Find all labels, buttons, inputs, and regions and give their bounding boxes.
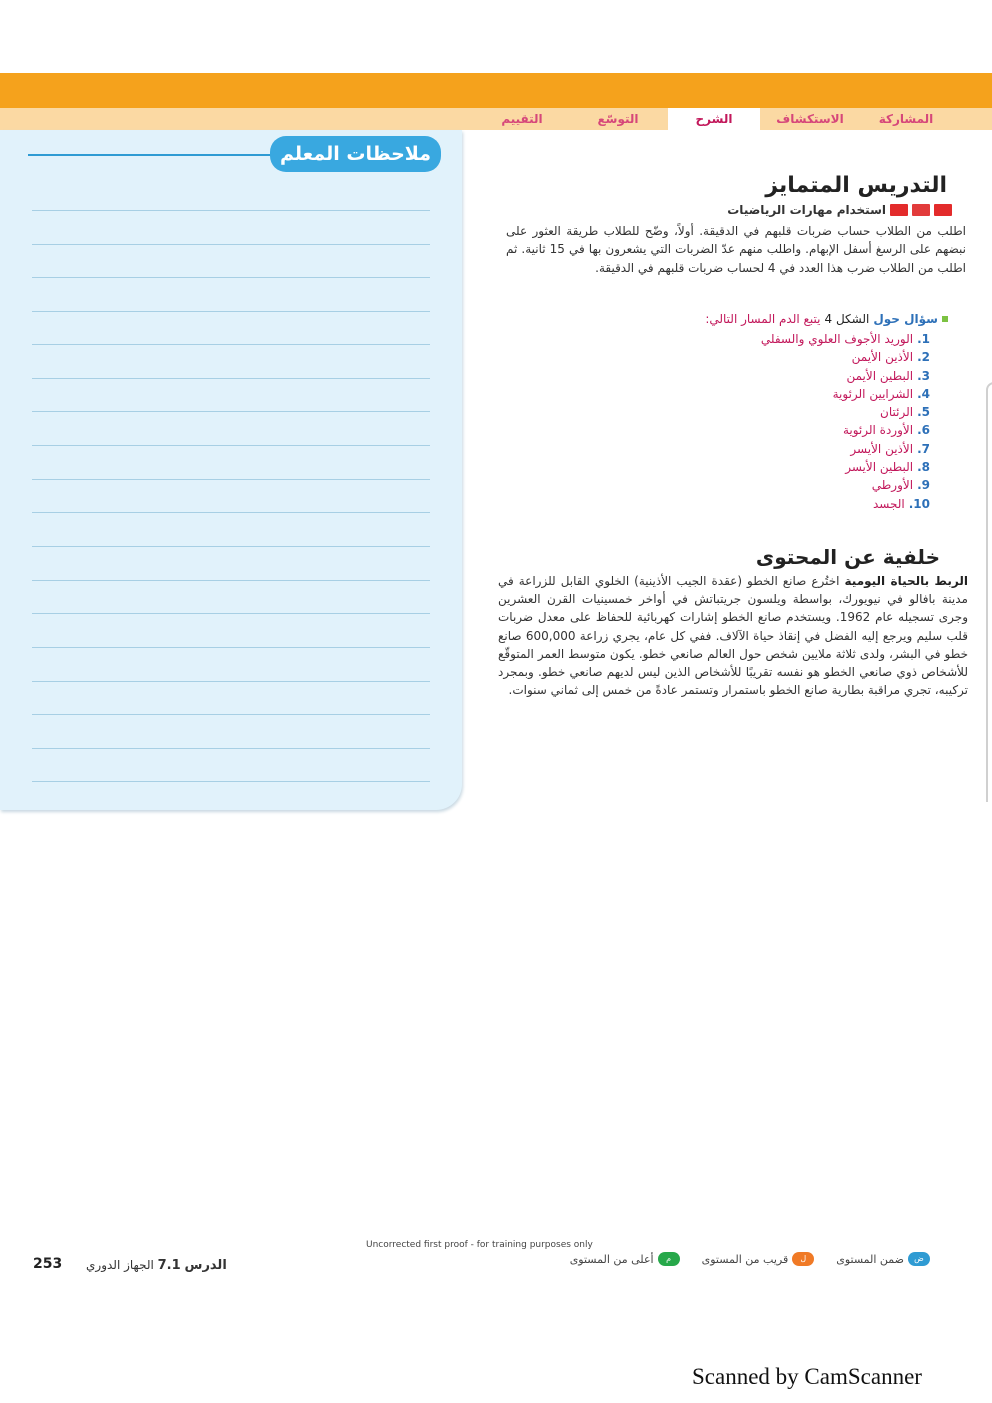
page-number: 253 [33, 1256, 63, 1272]
note-line [32, 546, 430, 547]
list-item: 10.الجسد [872, 496, 930, 511]
note-line [32, 647, 430, 648]
tab-explain[interactable]: الشرح [668, 108, 760, 132]
tab-engage[interactable]: المشاركة [878, 112, 934, 126]
note-line [32, 681, 430, 682]
header-band [0, 73, 992, 108]
level-badge-on [934, 204, 952, 216]
level-beyond-badge: م [658, 1252, 680, 1266]
level-on: ض ضمن المستوى [836, 1252, 930, 1266]
note-line [32, 344, 430, 345]
note-line [32, 781, 430, 782]
notes-title-rule [28, 154, 278, 156]
level-beyond: م أعلى من المستوى [570, 1252, 680, 1266]
tab-evaluate[interactable]: التقييم [501, 112, 543, 126]
teacher-notes-title: ملاحظات المعلم [270, 136, 441, 172]
note-line [32, 210, 430, 211]
content-background-title: خلفية عن المحتوى [755, 545, 940, 569]
lesson-label: الدرس [184, 1258, 227, 1273]
note-line [32, 311, 430, 312]
differentiated-subtitle: استخدام مهارات الرياضيات [727, 203, 886, 217]
real-world-link-label: الربط بالحياة اليومية [844, 574, 968, 588]
list-item: 8.البطين الأيسر [845, 460, 930, 475]
list-item: 2.الأذين الأيمن [851, 350, 930, 365]
list-item: 5.الرئتان [880, 405, 930, 420]
question-text: يتبع الدم المسار التالي: [705, 312, 821, 326]
lesson-number: 7.1 [157, 1258, 181, 1273]
list-item: 9.الأورطي [871, 478, 930, 493]
blood-path-list [761, 330, 930, 513]
level-badge-al [912, 204, 930, 216]
lesson-title: الجهاز الدوري [86, 1258, 154, 1272]
figure-question-heading [705, 312, 948, 326]
differentiated-title: التدريس المتمايز [765, 173, 947, 198]
proof-notice: Uncorrected first proof - for training purposes only [366, 1240, 593, 1250]
tab-explore[interactable]: الاستكشاف [776, 112, 844, 126]
note-line [32, 244, 430, 245]
level-legend [530, 1252, 930, 1266]
teacher-notes-panel [0, 130, 462, 810]
note-line [32, 411, 430, 412]
page-edge [986, 382, 992, 802]
note-line [32, 748, 430, 749]
note-line [32, 479, 430, 480]
lesson-tabs [462, 108, 992, 132]
scanner-watermark: Scanned by CamScanner [692, 1364, 922, 1389]
question-label: سؤال حول [873, 312, 938, 326]
tab-elaborate[interactable]: التوسّع [597, 112, 639, 126]
level-approaching-badge: ل [792, 1252, 814, 1266]
level-approaching: ل قريب من المستوى [702, 1252, 815, 1266]
differentiated-text: اطلب من الطلاب حساب ضربات قلبهم في الدقيقة. أولاً، وضّح للطلاب طريقة العثور على نبضهم على الرسغ أسفل الإبهام. واطلب منهم عدّ الضربات التي يشعرون بها في 15 ثانية. ثم اطلب من الطلاب ضرب هذا العدد في 4 لحساب ضربات قلبهم في الدقيقة. [506, 224, 966, 275]
note-line [32, 580, 430, 581]
list-item: 3.البطين الأيمن [846, 368, 930, 383]
footer-lesson [86, 1258, 227, 1273]
note-line [32, 445, 430, 446]
question-figure: الشكل 4 [824, 312, 870, 326]
list-item: 4.الشرايين الرئوية [832, 386, 930, 401]
list-item: 7.الأذين الأيسر [850, 441, 930, 456]
list-item: 1.الوريد الأجوف العلوي والسفلي [760, 332, 930, 346]
level-on-badge: ض [908, 1252, 930, 1266]
content-background-text: الربط بالحياة اليومية اختُرع صانع الخطو (عقدة الجيب الأذينية) الخلوي القابل للزراعة في مدينة بافالو في نيويورك، بواسطة ويلسون جريتباتش في أواخر خمسينيات القرن العشرين وجرى تسجيله عام 1962. ويستخدم صانع الخطو إشارات كهربائية للحفاظ على معدل ضربات قلب سليم ويرجع إليه الفضل في إنقاذ حياة الآلاف. ففي كل عام، يجري زراعة 600,000 صانع خطو في البشر، ولدى ثلاثة ملايين شخص حول العالم صانعي خطو. يكون متوسط العمر المتوقّع للأشخاص ذوي صانعي الخطو هو نفسه تقريبًا للأشخاص الذين ليس لديهم صانعي خطو. وبمجرد تركيبه، تجري مراقبة بطارية صانع الخطو باستمرار وتستمر عادةً من خمس إلى ثماني سنوات. [498, 574, 968, 698]
note-line [32, 613, 430, 614]
bullet-icon [942, 316, 948, 322]
note-line [32, 512, 430, 513]
note-line [32, 714, 430, 715]
note-line [32, 277, 430, 278]
list-item: 6.الأوردة الرئوية [842, 423, 930, 438]
level-badge-bl [890, 204, 908, 216]
note-line [32, 378, 430, 379]
differentiated-subtitle-row [727, 203, 952, 217]
